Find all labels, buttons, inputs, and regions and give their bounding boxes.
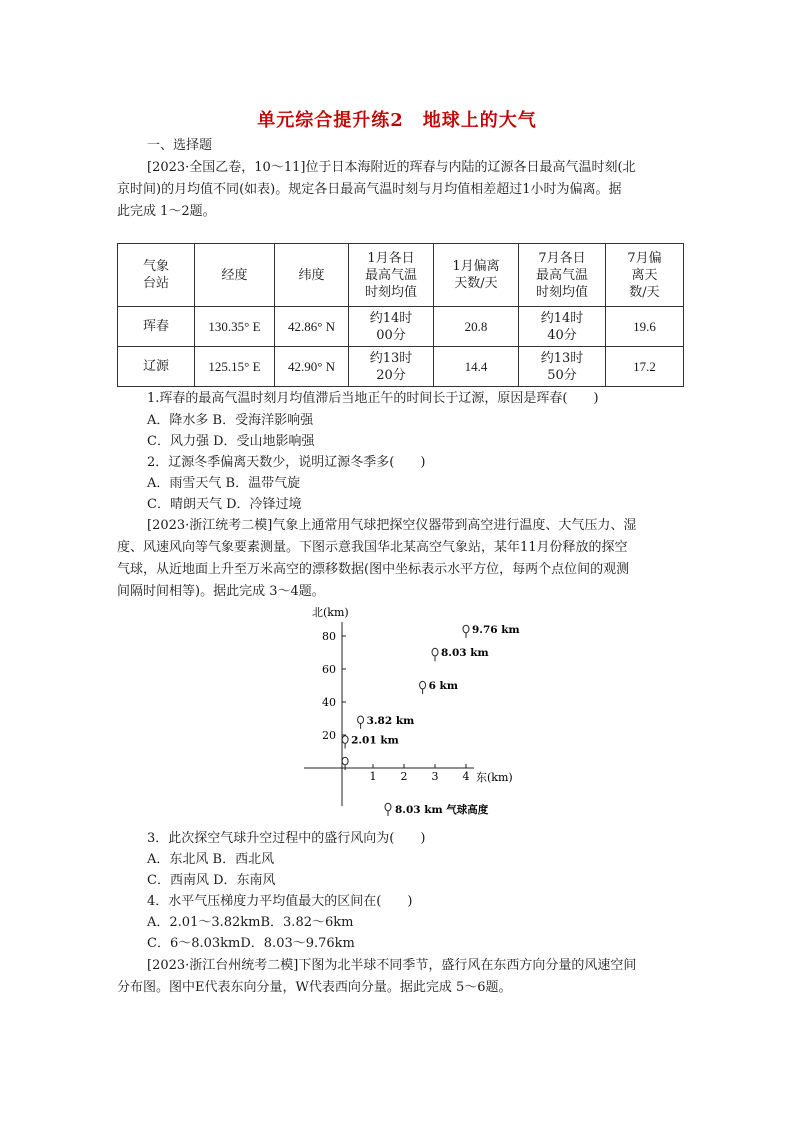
balloon-marker [358, 716, 364, 729]
intro2-line4: 间隔时间相等)。据此完成 3～4题。 [117, 584, 325, 599]
table-cell: 130.35° E [195, 307, 275, 347]
y-tick-label: 60 [322, 663, 336, 676]
balloon-marker [385, 803, 391, 816]
point-label: 8.03 km [441, 647, 489, 660]
question-1-options-ab: A．降水多 B．受海洋影响强 [147, 413, 314, 428]
page-title: 单元综合提升练2 地球上的大气 [257, 110, 537, 131]
balloon-marker [432, 648, 438, 661]
table-header-cell: 纬度 [275, 244, 349, 307]
table-header-cell: 7月各日最高气温时刻均值 [519, 244, 606, 307]
balloon-marker [342, 736, 348, 749]
balloon-marker [463, 625, 469, 638]
table-row [118, 307, 684, 347]
balloon-drift-chart [290, 600, 530, 822]
table-header-cell: 7月偏离天数/天 [606, 244, 684, 307]
question-4-options-ab: A．2.01～3.82kmB．3.82～6km [147, 915, 354, 930]
chart-points [342, 624, 520, 770]
table-cell: 42.86° N [275, 307, 349, 347]
y-tick-label: 80 [322, 630, 336, 643]
y-tick-label: 40 [322, 696, 336, 709]
x-tick-label: 2 [400, 770, 408, 783]
intro2-line1: [2023·浙江统考二模]气象上通常用气球把探空仪器带到高空进行温度、大气压力、湿 [147, 518, 637, 533]
x-axis-label: 东(km) [476, 771, 513, 784]
legend-label: 8.03 km 气球高度 [395, 804, 489, 816]
table-cell: 辽源 [118, 347, 195, 387]
chart-legend [385, 803, 489, 816]
table-cell: 珲春 [118, 307, 195, 347]
table-cell: 42.90° N [275, 347, 349, 387]
question-1-stem: 1.珲春的最高气温时刻月均值滞后当地正午的时间长于辽源，原因是珲春( ) [147, 391, 599, 406]
intro2-line3: 气球，从近地面上升至万米高空的漂移数据(图中坐标表示水平方位，每两个点位间的观测 [117, 562, 630, 577]
question-3-stem: 3．此次探空气球升空过程中的盛行风向为( ) [147, 831, 426, 846]
table-cell: 19.6 [606, 307, 684, 347]
intro1-line3: 此完成 1～2题。 [117, 204, 216, 219]
section-heading: 一、选择题 [147, 138, 213, 153]
point-label: 2.01 km [351, 734, 399, 747]
point-label: 9.76 km [472, 624, 520, 636]
table-cell: 17.2 [606, 347, 684, 387]
table-row [118, 347, 684, 387]
y-axis-label: 北(km) [312, 606, 349, 619]
question-2-stem: 2．辽源冬季偏离天数少，说明辽源冬季多( ) [147, 455, 426, 470]
question-2-options-cd: C．晴朗天气 D．冷锋过境 [147, 497, 302, 512]
table-cell: 125.15° E [195, 347, 275, 387]
balloon-marker [420, 681, 426, 694]
question-4-stem: 4．水平气压梯度力平均值最大的区间在( ) [147, 894, 413, 909]
table-cell: 约14时40分 [519, 307, 606, 347]
table-header-cell: 1月偏离天数/天 [434, 244, 519, 307]
x-tick-label: 3 [431, 770, 439, 783]
table-header-cell: 1月各日最高气温时刻均值 [349, 244, 434, 307]
table-header-cell: 气象台站 [118, 244, 195, 307]
x-tick-label: 1 [369, 770, 377, 783]
data-table [117, 243, 684, 387]
question-4-options-cd: C．6～8.03kmD．8.03～9.76km [147, 936, 355, 951]
question-1-options-cd: C．风力强 D．受山地影响强 [147, 434, 315, 449]
intro1-line2: 京时间)的月均值不同(如表)。规定各日最高气温时刻与月均值相差超过1小时为偏离。据 [117, 182, 622, 197]
intro2-line2: 度、风速风向等气象要素测量。下图示意我国华北某高空气象站，某年11月份释放的探空 [117, 540, 628, 555]
x-tick-label: 4 [462, 770, 470, 783]
question-2-options-ab: A．雨雪天气 B．温带气旋 [147, 476, 301, 491]
y-tick-label: 20 [322, 729, 336, 742]
table-cell: 约14时00分 [349, 307, 434, 347]
intro3-line2: 分布图。图中E代表东向分量，W代表西向分量。据此完成 5～6题。 [117, 980, 512, 995]
point-label: 3.82 km [366, 714, 415, 727]
intro3-line1: [2023·浙江台州统考二模]下图为北半球不同季节，盛行风在东西方向分量的风速空间 [147, 958, 637, 973]
table-cell: 约13时50分 [519, 347, 606, 387]
question-3-options-cd: C．西南风 D．东南风 [147, 873, 276, 888]
table-cell: 20.8 [434, 307, 519, 347]
point-label: 6 km [428, 680, 458, 693]
table-header-row [118, 244, 684, 307]
intro1-line1: [2023·全国乙卷，10～11]位于日本海附近的珲春与内陆的辽源各日最高气温时刻(北 [147, 160, 636, 175]
question-3-options-ab: A．东北风 B．西北风 [147, 852, 275, 867]
table-header-cell: 经度 [195, 244, 275, 307]
table-cell: 14.4 [434, 347, 519, 387]
table-cell: 约13时20分 [349, 347, 434, 387]
